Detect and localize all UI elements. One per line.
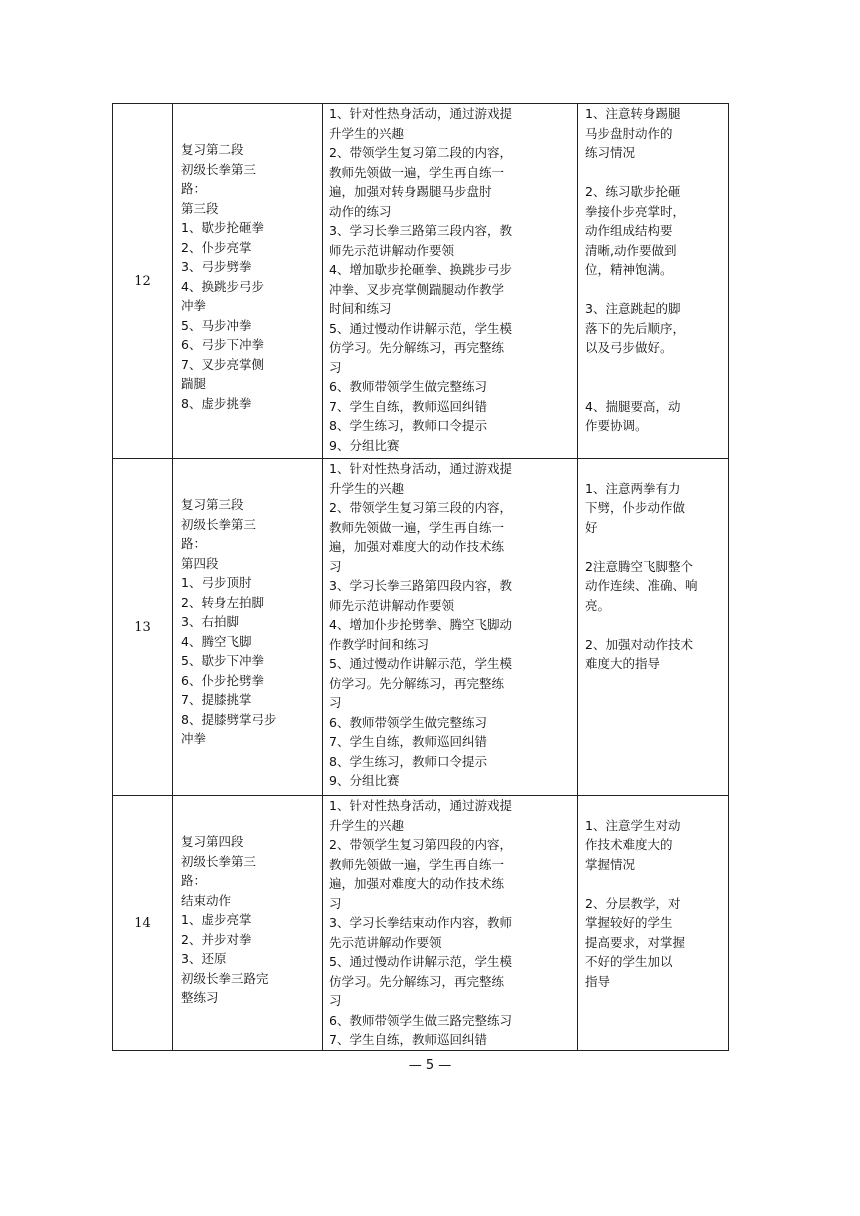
teaching-methods-line: 6、教师带领学生做完整练习 xyxy=(329,714,487,730)
lesson-content-line: 6、弓步下冲拳 xyxy=(181,337,264,352)
key-notes-line: 2、分层教学，对 xyxy=(585,895,681,911)
lesson-content-line: 冲拳 xyxy=(181,298,207,313)
lesson-content-line: 5、歇步下冲拳 xyxy=(181,653,264,668)
lesson-content-line: 初级长拳第三 xyxy=(181,853,257,869)
blank-line xyxy=(585,615,725,635)
key-notes-line: 掌握较好的学生 xyxy=(585,915,673,930)
teaching-methods-cell xyxy=(323,459,578,796)
teaching-methods-line: 师先示范讲解动作要领 xyxy=(329,242,455,258)
key-notes-line: 不好的学生加以 xyxy=(585,954,673,969)
blank-line xyxy=(585,459,725,479)
lesson-number: 14 xyxy=(113,796,173,1051)
teaching-methods-line: 9、分组比赛 xyxy=(329,773,400,788)
lesson-content-line: 复习第二段 xyxy=(181,142,244,157)
lesson-content-line: 3、还原 xyxy=(181,951,227,966)
lesson-number: 12 xyxy=(113,104,173,459)
teaching-methods-line: 2、带领学生复习第二段的内容， xyxy=(329,145,512,160)
blank-line xyxy=(585,796,725,816)
lesson-content-line: 第三段 xyxy=(181,200,219,216)
key-notes-line: 作技术难度大的 xyxy=(585,837,673,852)
lesson-content-line: 1、歇步抡砸拳 xyxy=(181,220,264,235)
lesson-content-line: 3、弓步劈拳 xyxy=(181,259,252,274)
blank-line xyxy=(585,163,725,183)
key-notes-cell xyxy=(578,104,729,459)
teaching-methods-line: 习 xyxy=(329,695,342,710)
lesson-content-line: 3、右拍脚 xyxy=(181,614,239,629)
lesson-content-line: 初级长拳第三 xyxy=(181,516,257,532)
teaching-methods-line: 教师先领做一遍，学生再自练一 xyxy=(329,164,505,180)
teaching-methods-line: 1、针对性热身活动，通过游戏提 xyxy=(329,106,512,121)
key-notes-line: 2、加强对动作技术 xyxy=(585,636,693,652)
teaching-methods-line: 5、通过慢动作讲解示范，学生模 xyxy=(329,954,512,969)
teaching-methods-line: 师先示范讲解动作要领 xyxy=(329,597,455,613)
lesson-content-line: 6、仆步抡劈拳 xyxy=(181,672,264,688)
teaching-methods-line: 升学生的兴趣 xyxy=(329,125,405,141)
teaching-methods-line: 2、带领学生复习第四段的内容， xyxy=(329,837,512,852)
key-notes-line: 指导 xyxy=(585,973,611,989)
lesson-content-line: 2、转身左拍脚 xyxy=(181,594,264,610)
teaching-methods-line: 习 xyxy=(329,993,342,1008)
key-notes-line: 练习情况 xyxy=(585,145,636,160)
teaching-methods-line: 7、学生自练，教师巡回纠错 xyxy=(329,398,487,414)
teaching-methods-line: 作教学时间和练习 xyxy=(329,636,430,652)
lesson-content-line: 4、腾空飞脚 xyxy=(181,633,252,649)
teaching-methods-line: 先示范讲解动作要领 xyxy=(329,934,442,950)
key-notes-line: 1、注意学生对动 xyxy=(585,817,681,833)
key-notes-line: 亮。 xyxy=(585,597,611,613)
lesson-content-line: 初级长拳三路完 xyxy=(181,970,269,986)
teaching-methods-line: 冲拳、叉步亮掌侧踹腿动作教学 xyxy=(329,281,505,297)
lesson-number: 13 xyxy=(113,459,173,796)
key-notes-line: 下劈，仆步动作做 xyxy=(585,500,686,515)
teaching-methods-line: 8、学生练习，教师口令提示 xyxy=(329,418,487,433)
blank-line xyxy=(585,377,725,397)
lesson-content-line: 初级长拳第三 xyxy=(181,161,257,177)
teaching-methods-line: 6、教师带领学生做完整练习 xyxy=(329,379,487,394)
teaching-methods-line: 升学生的兴趣 xyxy=(329,817,405,833)
key-notes-cell xyxy=(578,796,729,1051)
teaching-methods-line: 5、通过慢动作讲解示范，学生模 xyxy=(329,656,512,671)
key-notes-line: 2注意腾空飞脚整个 xyxy=(585,558,693,574)
lesson-content-line: 踹腿 xyxy=(181,376,207,391)
blank-line xyxy=(585,358,725,378)
page-number: — 5 — xyxy=(408,1058,452,1073)
key-notes-line: 3、注意跳起的脚 xyxy=(585,301,681,316)
teaching-methods-line: 1、针对性热身活动，通过游戏提 xyxy=(329,461,512,476)
teaching-methods-line: 9、分组比赛 xyxy=(329,437,400,453)
lesson-content-line: 8、提膝劈掌弓步 xyxy=(181,711,277,727)
lesson-content-line: 4、换跳步弓步 xyxy=(181,278,264,294)
blank-line xyxy=(585,280,725,300)
lesson-content-line: 7、叉步亮掌侧 xyxy=(181,356,264,372)
teaching-methods-line: 教师先领做一遍，学生再自练一 xyxy=(329,519,505,535)
teaching-methods-line: 升学生的兴趣 xyxy=(329,480,405,496)
lesson-content-line: 复习第三段 xyxy=(181,497,244,512)
teaching-methods-line: 仿学习。先分解练习，再完整练 xyxy=(329,973,505,989)
lesson-content-cell xyxy=(173,459,323,796)
teaching-methods-line: 7、学生自练，教师巡回纠错 xyxy=(329,734,487,749)
teaching-methods-line: 时间和练习 xyxy=(329,301,392,316)
lesson-row xyxy=(113,796,729,1051)
teaching-methods-cell xyxy=(323,796,578,1051)
key-notes-line: 掌握情况 xyxy=(585,856,636,872)
key-notes-line: 位，精神饱满。 xyxy=(585,262,673,277)
teaching-methods-line: 5、通过慢动作讲解示范，学生模 xyxy=(329,320,512,336)
lesson-content-line: 1、虚步亮掌 xyxy=(181,912,252,927)
lesson-content-line: 8、虚步挑拳 xyxy=(181,395,252,411)
teaching-methods-line: 3、学习长拳三路第四段内容，教 xyxy=(329,578,512,593)
teaching-methods-line: 3、学习长拳三路第三段内容，教 xyxy=(329,223,512,238)
key-notes-line: 动作连续、准确、响 xyxy=(585,578,698,593)
teaching-methods-line: 1、针对性热身活动，通过游戏提 xyxy=(329,798,512,813)
lesson-content-line: 5、马步冲拳 xyxy=(181,317,252,333)
key-notes-line: 好 xyxy=(585,519,598,535)
teaching-methods-line: 4、增加歇步抡砸拳、换跳步弓步 xyxy=(329,262,512,277)
lesson-content-line: 7、提膝挑掌 xyxy=(181,692,252,707)
key-notes-line: 清晰,动作要做到 xyxy=(585,242,677,258)
lesson-content-cell xyxy=(173,796,323,1051)
teaching-methods-line: 遍，加强对难度大的动作技术练 xyxy=(329,539,505,554)
key-notes-line: 1、注意两拳有力 xyxy=(585,480,681,496)
teaching-methods-line: 遍，加强对转身踢腿马步盘肘 xyxy=(329,184,492,199)
key-notes-cell xyxy=(578,459,729,796)
lesson-row xyxy=(113,104,729,459)
key-notes-line: 难度大的指导 xyxy=(585,656,661,671)
key-notes-line: 作要协调。 xyxy=(585,418,648,433)
key-notes-line: 2、练习歇步抡砸 xyxy=(585,184,681,199)
teaching-methods-line: 6、教师带领学生做三路完整练习 xyxy=(329,1012,512,1028)
teaching-methods-cell xyxy=(323,104,578,459)
blank-line xyxy=(585,537,725,557)
teaching-methods-line: 习 xyxy=(329,359,342,375)
lesson-content-line: 冲拳 xyxy=(181,731,207,746)
lesson-plan-table xyxy=(112,103,729,1051)
lesson-content-line: 2、仆步亮掌 xyxy=(181,239,252,255)
lesson-content-line: 复习第四段 xyxy=(181,834,244,849)
lesson-content-line: 整练习 xyxy=(181,990,219,1005)
teaching-methods-line: 4、增加仆步抡劈拳、腾空飞脚动 xyxy=(329,617,512,632)
lesson-content-line: 路： xyxy=(181,873,207,888)
key-notes-line: 1、注意转身踢腿 xyxy=(585,106,681,121)
lesson-content-line: 路： xyxy=(181,536,207,551)
teaching-methods-line: 2、带领学生复习第三段的内容， xyxy=(329,500,512,515)
lesson-content-line: 路： xyxy=(181,181,207,196)
key-notes-line: 拳接仆步亮掌时， xyxy=(585,203,686,219)
teaching-methods-line: 遍，加强对难度大的动作技术练 xyxy=(329,876,505,891)
teaching-methods-line: 习 xyxy=(329,558,342,574)
teaching-methods-line: 3、学习长拳结束动作内容，教师 xyxy=(329,915,512,930)
teaching-methods-line: 动作的练习 xyxy=(329,203,392,219)
key-notes-line: 动作组成结构要 xyxy=(585,223,673,238)
lesson-content-cell xyxy=(173,104,323,459)
teaching-methods-line: 习 xyxy=(329,895,342,911)
key-notes-line: 提高要求，对掌握 xyxy=(585,934,686,950)
key-notes-line: 以及弓步做好。 xyxy=(585,340,673,355)
key-notes-line: 4、揣腿要高，动 xyxy=(585,398,681,414)
lesson-row xyxy=(113,459,729,796)
teaching-methods-line: 教师先领做一遍，学生再自练一 xyxy=(329,856,505,872)
teaching-methods-line: 8、学生练习，教师口令提示 xyxy=(329,753,487,769)
blank-line xyxy=(585,874,725,894)
lesson-content-line: 1、弓步顶肘 xyxy=(181,575,252,590)
lesson-content-line: 第四段 xyxy=(181,555,219,571)
key-notes-line: 落下的先后顺序， xyxy=(585,320,686,336)
lesson-content-line: 2、并步对拳 xyxy=(181,931,252,947)
teaching-methods-line: 仿学习。先分解练习，再完整练 xyxy=(329,675,505,691)
teaching-methods-line: 仿学习。先分解练习，再完整练 xyxy=(329,340,505,355)
key-notes-line: 马步盘肘动作的 xyxy=(585,125,673,141)
teaching-methods-line: 7、学生自练，教师巡回纠错 xyxy=(329,1032,487,1047)
lesson-content-line: 结束动作 xyxy=(181,892,232,908)
